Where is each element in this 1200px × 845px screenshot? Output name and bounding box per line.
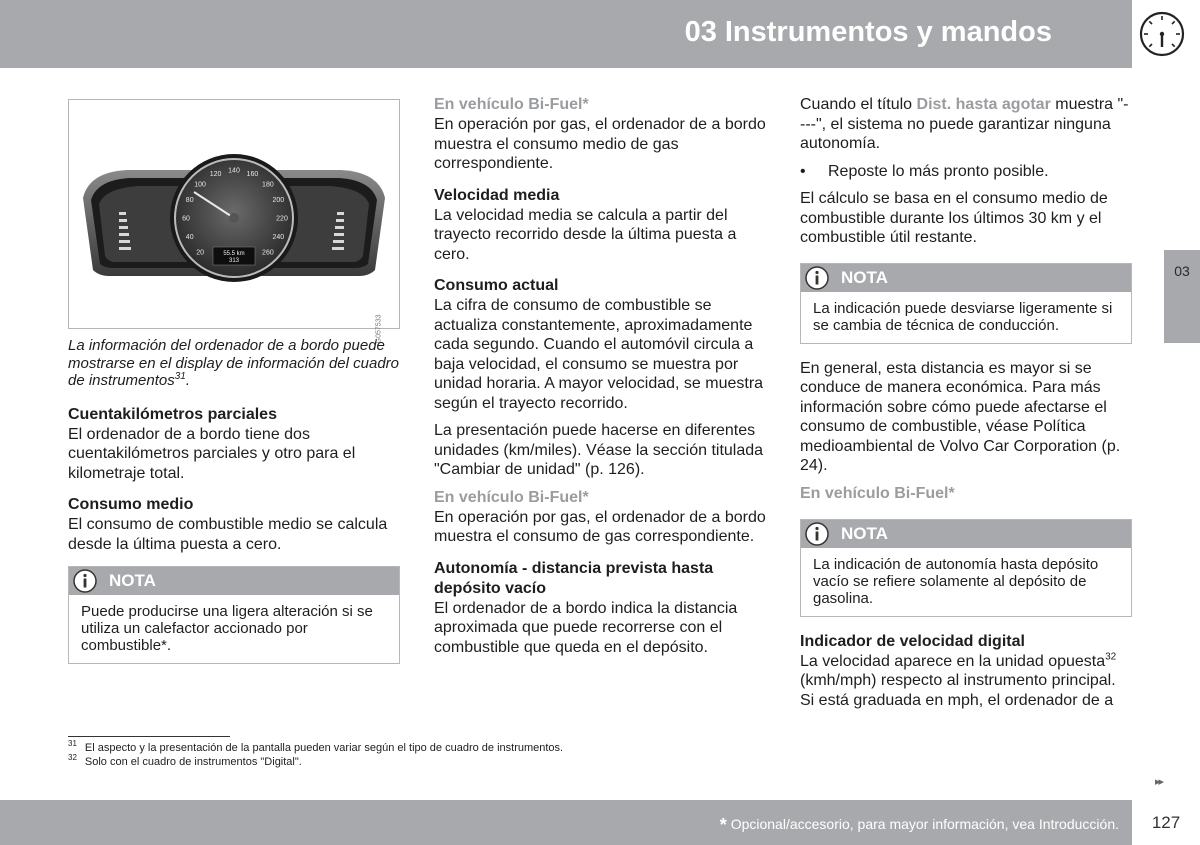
footnote-text: El aspecto y la presentación de la pantalla pueden variar según el tipo de cuadro de instrumentos. — [84, 742, 564, 754]
section-text-average-speed: La velocidad media se calcula a partir del trayecto recorrido desde la última puesta a cero. — [434, 206, 737, 263]
footnote-31 — [68, 741, 563, 755]
section-text-range: El ordenador de a bordo indica la distancia aproximada que puede recorrerse con el combustible que queda en el depósito. — [434, 599, 738, 656]
note-header — [801, 520, 1131, 548]
note-title: NOTA — [841, 523, 888, 543]
note-header — [69, 567, 399, 595]
figure-code: G057533 — [375, 314, 383, 343]
footnote-32 — [68, 755, 563, 769]
section-text-bifuel-2: En operación por gas, el ordenador de a bordo muestra el consumo de gas correspondiente. — [434, 508, 766, 545]
speed-tick-label: 180 — [262, 181, 274, 189]
footnote-ref-32: 32 — [1105, 651, 1117, 663]
display-title-dist: Dist. hasta agotar — [916, 96, 1051, 113]
speed-tick-label: 200 — [272, 197, 285, 205]
chapter-side-tab — [1164, 250, 1200, 343]
section-title-current-consumption: Consumo actual — [434, 277, 559, 294]
digital-speed-b: (kmh/mph) respecto al instrumento principal. Si está graduada en mph, el ordenador de a — [800, 672, 1116, 709]
note-title: NOTA — [841, 267, 888, 287]
section-text-digital-speed — [800, 652, 1132, 711]
section-title-average-speed: Velocidad media — [434, 186, 560, 204]
section-title-average-consumption: Consumo medio — [68, 496, 194, 513]
paragraph-dist-c: muestra "----", el sistema no puede garantizar ninguna autonomía. — [800, 96, 1129, 152]
chapter-side-tab-label: 03 — [1174, 263, 1190, 279]
section-text-current-consumption: La cifra de consumo de combustible se actualiza constantemente, aproximadamente cada segundo. Cuando el automóvil circula a baja velocidad, el consumo se muestra por unidad horaria. A mayor velocidad, se muestra según el trayecto recorrido. — [434, 297, 764, 412]
section-text-units: La presentación puede hacerse en diferentes unidades (km/miles). Véase la sección titulada "Cambiar de unidad" (p. 126). — [434, 422, 764, 478]
section-title-range: Autonomía - distancia prevista hasta depósito vacío — [434, 559, 714, 597]
note-title: NOTA — [109, 571, 156, 590]
note-box-driving — [800, 263, 1132, 344]
footnote-number: 32 — [68, 753, 77, 763]
cluster-display-line-1: 55.5 km — [223, 251, 245, 257]
chapter-title: 03 Instrumentos y mandos — [684, 16, 1052, 48]
footnote-ref-31: 31 — [174, 371, 186, 382]
footer-star: * — [719, 815, 727, 835]
section-title-trip-meters: Cuentakilómetros parciales — [68, 405, 277, 423]
digital-speed-a: La velocidad aparece en la unidad opuesta — [800, 652, 1106, 670]
speed-tick-label: 20 — [196, 249, 204, 257]
note-text: La indicación de autonomía hasta depósito vacío se refiere solamente al depósito de gasolina. — [813, 555, 1099, 607]
footnote-rule — [68, 736, 230, 737]
note-text: Puede producirse una ligera alteración si se utiliza un calefactor accionado por combustible*. — [81, 603, 373, 654]
continue-arrows-icon: ▸▸ — [1155, 776, 1163, 788]
bullet-item — [800, 162, 1132, 182]
section-text-average-consumption: El consumo de combustible medio se calcula desde la última puesta a cero. — [68, 516, 388, 553]
bullet-dot: • — [800, 162, 806, 180]
cluster-display-line-2: 313 — [228, 258, 240, 264]
note-box-tank — [800, 519, 1132, 617]
section-title-bifuel-3: En vehículo Bi-Fuel* — [800, 484, 955, 502]
speed-tick-label: 80 — [185, 197, 194, 205]
footer-note — [720, 815, 1119, 836]
footnote-text: Solo con el cuadro de instrumentos "Digital". — [84, 756, 302, 768]
instrument-cluster-figure — [68, 99, 400, 343]
section-title-digital-speed: Indicador de velocidad digital — [800, 632, 1025, 650]
column-middle — [434, 95, 768, 657]
footnote-number: 31 — [68, 739, 77, 749]
speed-tick-label: 220 — [276, 215, 288, 223]
speed-tick-label: 240 — [272, 233, 285, 241]
figure-caption-text: La información del ordenador de a bordo puede mostrarse en el display de información del cuadro de instrumentos — [68, 337, 400, 389]
figure-caption — [68, 337, 400, 390]
speed-tick-label: 40 — [185, 233, 194, 241]
page-header — [0, 0, 1132, 68]
column-left — [68, 95, 400, 664]
paragraph-calculation: El cálculo se basa en el consumo medio de combustible durante los últimos 30 km y el combustible útil restante. — [800, 190, 1108, 246]
footer-text: Opcional/accesorio, para mayor información, vea Introducción. — [730, 816, 1119, 832]
page-number: 127 — [1151, 813, 1181, 832]
info-icon — [805, 266, 829, 290]
speed-tick-label: 100 — [194, 181, 206, 189]
bullet-text: Reposte lo más pronto posible. — [828, 162, 1049, 180]
note-text: La indicación puede desviarse ligeramente si se cambia de técnica de conducción. — [813, 299, 1113, 334]
section-text-bifuel: En operación por gas, el ordenador de a bordo muestra el consumo medio de gas correspondiente. — [434, 116, 766, 172]
paragraph-economy: En general, esta distancia es mayor si se conduce de manera económica. Para más información sobre cómo puede afectarse el consumo de combustible, véase Política medioambiental de Volvo Car Corporation (p. 24). — [800, 359, 1121, 474]
speed-tick-label: 60 — [182, 215, 190, 223]
speedometer-icon — [1139, 11, 1185, 57]
section-title-bifuel: En vehículo Bi-Fuel* — [434, 96, 589, 113]
note-box-heater — [68, 566, 400, 664]
info-icon — [73, 569, 97, 593]
section-text-trip-meters: El ordenador de a bordo tiene dos cuentakilómetros parciales y otro para el kilometraje total. — [68, 425, 356, 482]
note-header — [801, 264, 1131, 292]
section-title-bifuel-2: En vehículo Bi-Fuel* — [434, 488, 589, 506]
instrument-cluster-illustration — [69, 100, 399, 328]
figure-caption-end: . — [185, 372, 191, 389]
page-footer — [0, 800, 1132, 845]
speed-tick-label: 120 — [209, 171, 222, 179]
paragraph-dist-a: Cuando el título — [800, 96, 913, 113]
info-icon — [805, 522, 829, 546]
speed-tick-label: 140 — [228, 167, 240, 175]
footnotes — [68, 741, 563, 769]
column-right — [800, 95, 1132, 710]
speed-tick-label: 160 — [246, 171, 259, 179]
paragraph-dist-title — [800, 95, 1132, 154]
speed-tick-label: 260 — [262, 249, 274, 257]
